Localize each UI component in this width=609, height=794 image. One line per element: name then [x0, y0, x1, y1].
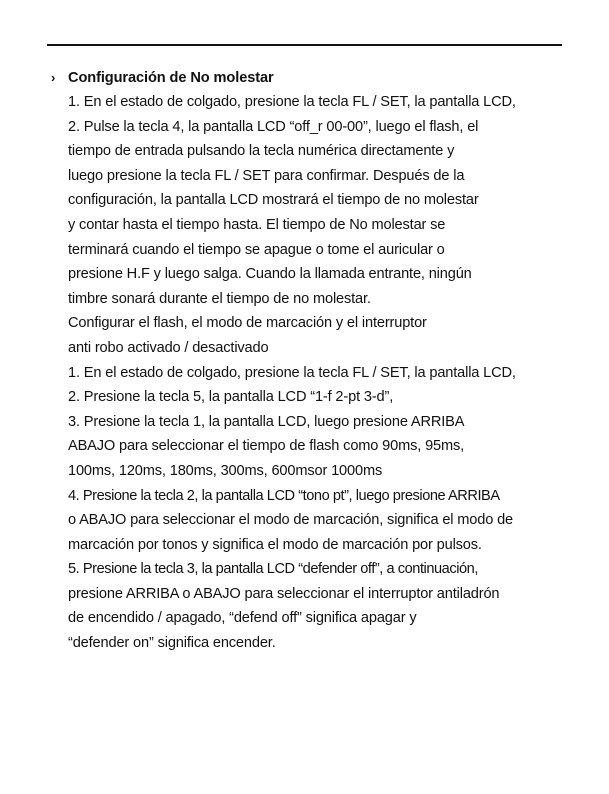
text-line: 100ms, 120ms, 180ms, 300ms, 600msor 1000ms: [68, 462, 383, 479]
text-line: 2. Pulse la tecla 4, la pantalla LCD “off_r 00-00”, luego el flash, el: [68, 118, 479, 135]
text-line: presione H.F y luego salga. Cuando la llamada entrante, ningún: [68, 266, 472, 283]
text-line: 3. Presione la tecla 1, la pantalla LCD, luego presione ARRIBA: [68, 413, 465, 430]
text-line: anti robo activado / desactivado: [68, 339, 269, 356]
text-line: o ABAJO para seleccionar el modo de marcación, significa el modo de: [68, 512, 514, 529]
text-line: 4. Presione la tecla 2, la pantalla LCD “tono pt”, luego presione ARRIBA: [68, 487, 500, 504]
chevron-right-icon: ›: [51, 70, 56, 85]
text-line: 1. En el estado de colgado, presione la tecla FL / SET, la pantalla LCD,: [68, 364, 516, 381]
text-line: y contar hasta el tiempo hasta. El tiempo de No molestar se: [68, 216, 446, 233]
text-line: timbre sonará durante el tiempo de no molestar.: [68, 290, 371, 307]
text-line: Configurar el flash, el modo de marcación y el interruptor: [68, 315, 427, 332]
section-title: Configuración de No molestar: [68, 70, 274, 86]
text-line: presione ARRIBA o ABAJO para seleccionar el interruptor antiladrón: [68, 585, 500, 602]
text-line: configuración, la pantalla LCD mostrará el tiempo de no molestar: [68, 192, 479, 209]
text-line: tiempo de entrada pulsando la tecla numérica directamente y: [68, 143, 455, 160]
text-line: “defender on” significa encender.: [68, 635, 276, 652]
text-line: de encendido / apagado, “defend off” significa apagar y: [68, 610, 417, 627]
text-line: 1. En el estado de colgado, presione la tecla FL / SET, la pantalla LCD,: [68, 94, 516, 110]
text-line: ABAJO para seleccionar el tiempo de flash como 90ms, 95ms,: [68, 438, 465, 455]
text-line: marcación por tonos y significa el modo de marcación por pulsos.: [68, 536, 482, 553]
section-body: [51, 90, 571, 656]
text-line: luego presione la tecla FL / SET para confirmar. Después de la: [68, 167, 465, 184]
section-content: [51, 66, 571, 656]
section-heading-row: [51, 66, 571, 90]
text-line: 2. Presione la tecla 5, la pantalla LCD “1-f 2-pt 3-d”,: [68, 389, 394, 406]
text-line: terminará cuando el tiempo se apague o tome el auricular o: [68, 241, 445, 258]
top-divider: [47, 44, 562, 46]
text-line: 5. Presione la tecla 3, la pantalla LCD “defender off”, a continuación,: [68, 561, 478, 578]
